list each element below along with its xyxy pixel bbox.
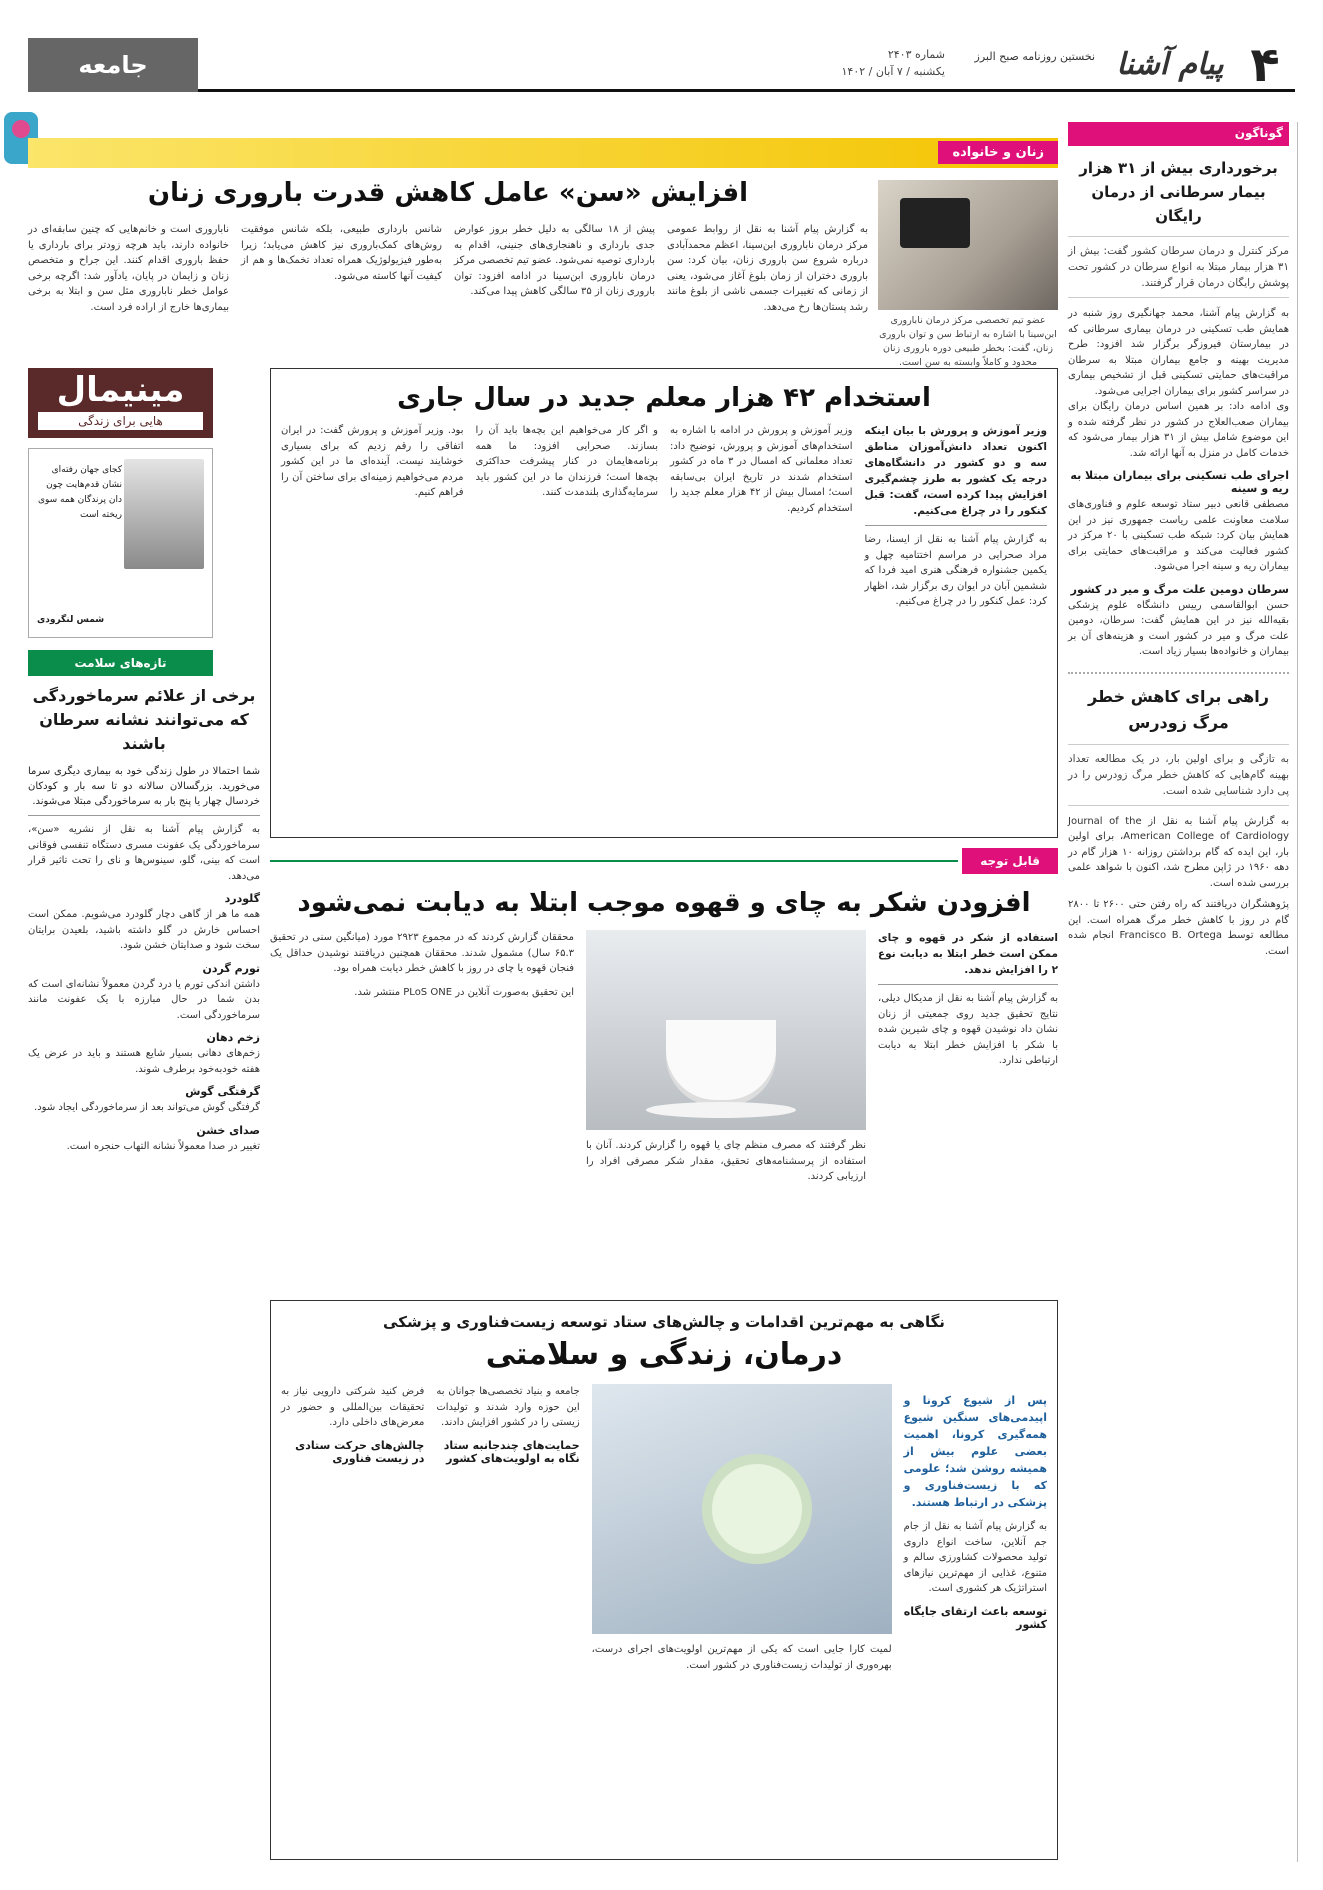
poem-card [28, 448, 213, 638]
sidebar-paragraph: به گزارش پیام آشنا به نقل از Journal of the American College of Cardiology، برای اولین بار، این ایده که گام برداشتن روزانه ۱۰ هزار گام در دهه ۱۹۶۰ در ژاپن مطرح شد، اکنون با شواهد علمی بررسی شده است. [1068, 815, 1290, 889]
minimal-banner [28, 368, 213, 438]
article-columns [281, 423, 1047, 610]
divider [270, 860, 958, 862]
women-family-section [28, 138, 1058, 368]
minimal-title: مینیمال [56, 370, 185, 410]
article-text: محققان گزارش کردند که در مجموع ۲۹۲۳ مورد (میانگین سنی در تحقیق ۶۵.۳ سال) مشمول شدند. محققان همچنین دریافتند نوشیدن حداقل یک فنجان قهوه یا چای در روز با کاهش خطر دیابت همراه بود. [270, 932, 574, 974]
sidebar-column [1068, 122, 1298, 1862]
article-subhead: چالش‌های حرکت ستادی در زیست فناوری [295, 1438, 425, 1465]
health-column [28, 680, 260, 1860]
health-subhead: زخم دهان [206, 1031, 260, 1044]
article-subhead: حمایت‌های چندجانبه ستاد نگاه به اولویت‌های کشور [443, 1438, 580, 1465]
article-column: ناباروری است و خانم‌هایی که چنین سابقه‌ای در خانواده دارند، باید هرچه زودتر برای بارداری یا حفظ باروری اقدام کنند. این جراح و متخصص زنان و زایمان در پایان، یادآور شد: اگرچه برخی عوامل خطر ناباروری مثل سن و ابتلا به برخی بیماری‌ها خارج از اراده فرد است. [28, 224, 229, 313]
issue-date: یکشنبه / ۷ آبان / ۱۴۰۲ [841, 65, 945, 78]
article-source: این تحقیق به‌صورت آنلاین در PLoS ONE منتشر شد. [354, 986, 574, 998]
sidebar-headline: برخورداری بیش از ۳۱ هزار بیمار سرطانی از درمان رایگان [1079, 159, 1278, 225]
section-ribbon [28, 138, 1058, 168]
photo-block [592, 1384, 892, 1673]
article-text: جامعه و بنیاد تخصصی‌ها جوانان به این حوزه وارد شدند و تولیدات زیستی را در کشور افزایش دادند. [436, 1386, 580, 1428]
article-lead: استفاده از شکر در قهوه و چای ممکن است خطر ابتلا به دیابت نوع ۲ را افزایش ندهد. [878, 930, 1058, 985]
article-columns [281, 1384, 1047, 1673]
article-subhead: توسعه باعث ارتقای جایگاه کشور [903, 1604, 1047, 1631]
photo-caption: عضو تیم تخصصی مرکز درمان ناباروری ابن‌سینا با اشاره به ارتباط سن و توان باروری زنان، گفت: بخطر طبیعی دوره باروری زنان محدود و کاملاً وابسته به سن است. [879, 315, 1057, 368]
article-lead: وزیر آموزش و پرورش با بیان اینکه اکنون تعداد دانش‌آموزان مناطق سه و دو کشور در دانشگاه‌های درجه یک کشور به طرز چشم‌گیری افزایش پیدا کرده است، گفت: قبل کنکور را در چراغ می‌کنیم. [865, 423, 1048, 526]
sidebar-tag: گوناگون [1068, 122, 1289, 146]
health-paragraph: همه ما هر از گاهی دچار گلودرد می‌شویم. ممکن است احساس خارش در گلو داشته باشید، بلعیدن برایتان سخت شود و صدایتان خشن شود. [28, 909, 260, 951]
health-subhead: گرفتگی گوش [185, 1085, 260, 1098]
article-columns [270, 930, 1058, 1185]
article-column: بود. وزیر آموزش و پرورش گفت: در ایران اتفاقی را رقم زدیم که برای بسیاری خوشایند نیست. آینده‌ای ما در این کشور مردم می‌خواهیم زمینه‌ای برای ساختن آن را فراهم کنیم. [281, 425, 464, 498]
article-text: به گزارش پیام آشنا به نقل از جام جم آنلاین، ساخت انواع داروی تولید محصولات کشاورزی سالم و متنوع، غذایی از مهم‌ترین نیازهای استراتژیک هر کشوری است. [903, 1521, 1047, 1594]
poet-name: شمس لنگرودی [37, 615, 105, 625]
masthead [28, 38, 1295, 92]
sugar-article [270, 848, 1058, 1288]
sidebar-subhead: اجرای طب تسکینی برای بیماران مبتلا به ریه و سینه [1070, 469, 1289, 495]
health-lead: شما احتمالا در طول زندگی خود به بیماری دیگری سرما می‌خورید. بزرگسالان سالانه دو تا سه بار و کودکان خردسال چهار یا پنج بار به سرماخوردگی مبتلا می‌شوند. [28, 764, 260, 816]
article-headline: استخدام ۴۲ هزار معلم جدید در سال جاری [397, 383, 931, 413]
article-column [281, 1384, 424, 1673]
health-paragraph: داشتن اندکی تورم یا درد گردن معمولاً نشانه‌ای است که بدن شما در حال مبارزه با یک عفونت مانند سرماخوردگی است. [28, 978, 260, 1021]
article-text: فرض کنید شرکتی دارویی نیاز به تحقیقات بین‌المللی و حضور در معرض‌های داخلی دارد. [281, 1386, 425, 1428]
article-column: و اگر کار می‌خواهیم این بچه‌ها باید آن را بسازند. صحرایی افزود: ما همه برنامه‌هایمان در کنار پیشرفت حداکثری بچه‌ها است؛ فرزندان ما در این کشور باید سرمایه‌گذاری بلند‌مدت کنند. [475, 425, 658, 498]
health-subhead: صدای خشن [196, 1123, 260, 1137]
article-column [270, 930, 574, 1185]
sidebar-paragraph: پژوهشگران دریافتند که راه رفتن حتی ۲۶۰۰ تا ۲۸۰۰ گام در روز با کاهش خطر مرگ همراه است. این مطالعه توسط Francisco B. Ortega انجام شده است. [1068, 899, 1289, 957]
poem-text: کجای جهان رفته‌ای نشان قدم‌هایت چون دان پرندگان همه سوی ریخته است [37, 465, 122, 520]
health-paragraph: به گزارش پیام آشنا به نقل از نشریه «سن»، سرماخوردگی یک عفونت مسری دستگاه تنفسی فوقانی است که بینی، گلو، سینوس‌ها و نای را تحت تاثیر قرار می‌دهد. [28, 824, 260, 882]
article-kicker: نگاهی به مهم‌ترین اقدامات و چالش‌های ستاد توسعه زیست‌فناوری و پزشکی [383, 1313, 945, 1331]
health-paragraph: تغییر در صدا معمولاً نشانه التهاب حنجره است. [66, 1140, 260, 1152]
section-label: جامعه [28, 38, 198, 92]
article-text: به گزارش پیام آشنا به نقل از مدیکال دیلی، نتایج تحقیق جدید روی جمعیتی از زنان نشان داد نوشیدن قهوه و چای شیرین شده با شکر با افزایش خطر ابتلا به دیابت ارتباطی ندارد. [878, 993, 1058, 1066]
article-text: نظر گرفتند که مصرف منظم چای یا قهوه را گزارش کردند. آنان با استفاده از پرسشنامه‌های تحقیق، مقدار شکر مصرفی افراد را ارزیابی کردند. [586, 1140, 866, 1182]
sidebar-subhead: سرطان دومین علت مرگ و میر در کشور [1070, 582, 1289, 596]
article-column: شانس بارداری طبیعی، بلکه شانس موفقیت روش‌های کمک‌باروری نیز کاهش می‌یابد؛ زیرا به‌طور فیزیولوژیک همراه تعداد تخمک‌ها و هم از کیفیت آنها کاسته می‌شود. [241, 224, 442, 282]
article-column [904, 1384, 1047, 1673]
sidebar-headline-2: راهی برای کاهش خطر مرگ زودرس [1068, 672, 1289, 736]
section-tag: زنان و خانواده [938, 141, 1058, 164]
poet-portrait [124, 459, 204, 569]
photo-block [586, 930, 866, 1185]
teachers-article [270, 368, 1058, 838]
article-text: به گزارش پیام آشنا به نقل از ایسنا، رضا مراد صحرایی در مراسم اختتامیه چهل و یکمین جشنواره فرهنگی هنری امید فردا که ششمین آبان در ایوان ری برگزار شد، اظهار کرد: عمل کنکور را در چراغ می‌کنیم. [864, 534, 1047, 607]
article-headline: افزایش «سن» عامل کاهش قدرت باروری زنان [147, 178, 749, 208]
ultrasound-photo [878, 180, 1058, 310]
sidebar-paragraph: به گزارش پیام آشنا، محمد جهانگیری روز شنبه در همایش طب تسکینی در درمان بیماری سرطانی که در بیمارستان فیروزگر برگزار شد افزود: طرح مدیریت بهینه و جامع بیماران مبتلا به سرطان مراقبت‌های حمایتی تسکینی قبل از تشخیص بیماری در سراسر کشور برای بیماران اجرایی می‌شود. [1068, 308, 1289, 397]
health-headline: برخی از علائم سرماخوردگی که می‌توانند نشانه سرطان باشند [32, 686, 256, 753]
sidebar-lead: مرکز کنترل و درمان سرطان کشور گفت: بیش از ۳۱ هزار بیمار مبتلا به انواع سرطان در کشور تحت پوشش رایگان درمان قرار گرفتند. [1068, 236, 1289, 298]
article-column: به گزارش پیام آشنا به نقل از روابط عمومی مرکز درمان ناباروری ابن‌سینا، اعظم محمدآبادی درباره شروع سن باروری زنان، بیان کرد: سن باروری دختران از زمان بلوغ آغاز می‌شود، یعنی از زمانی که تغییرات جسمی ناشی از بلوغ مانند رشد پستان‌ها رخ می‌دهد. [667, 224, 868, 313]
coffee-cup-photo [586, 930, 866, 1130]
article-column: وزیر آموزش و پرورش در ادامه با اشاره به استخدام‌های آموزش و پرورش، توضیح داد: تعداد معلمانی که امسال در ۳ ماه در کشور استخدام شدند در تاریخ ایران بی‌سابقه است؛ امسال بیش از ۴۲ هزار معلم جدید را استخدام کردیم. [670, 425, 853, 514]
health-paragraph: زخم‌های دهانی بسیار شایع هستند و باید در عرض یک هفته خودبه‌خود برطرف شوند. [28, 1048, 260, 1075]
biotech-article [270, 1300, 1058, 1860]
article-column: پیش از ۱۸ سالگی به دلیل خطر بروز عوارض جدی بارداری و ناهنجاری‌های جنینی، اقدام به بارداری توصیه نمی‌شود. عضو تیم تخصصی مرکز درمان ناباروری ابن‌سینا در ادامه افزود: توان باروری زنان از ۳۵ سالگی کاهش پیدا می‌کند. [454, 224, 655, 297]
article-columns [28, 222, 868, 315]
article-column [865, 423, 1048, 610]
page-number: ۴ [1250, 37, 1280, 93]
issue-meta [842, 46, 946, 80]
newspaper-logo: پیام آشنا [1116, 47, 1224, 82]
issue-number: شماره ۲۴۰۳ [887, 48, 945, 61]
sidebar-paragraph: مصطفی قانعی دبیر ستاد توسعه علوم و فناوری‌های سلامت معاونت علمی ریاست جمهوری نیز در این همایش بیان کرد: شبکه طب تسکینی با ۲۰ مرکز در کشور فعالیت می‌کند و مراقبت‌های حمایتی برای بیماران ریه و سینه اجرا می‌شود. [1068, 499, 1289, 572]
health-subhead: گلودرد [224, 892, 260, 905]
lab-photo [592, 1384, 892, 1634]
sidebar-paragraph: وی ادامه داد: بر همین اساس درمان رایگان برای بیماران صعب‌العلاج در کشور در نظر گرفته شده و این موضوع شامل بیش از ۳۱ هزار بیمار می‌شود که خدمات کامل در منزل به آنها ارائه شد. [1068, 401, 1289, 459]
article-lead: پس از شیوع کرونا و اپیدمی‌های سنگین شیوع همه‌گیری کرونا، اهمیت بعضی علوم بیش از همیشه روشن شد؛ علومی که با زیست‌فناوری و پزشکی در ارتباط هستند. [903, 1394, 1047, 1509]
health-subhead: تورم گردن [202, 961, 260, 975]
article-text: لمیت کارا جایی است که یکی از مهم‌ترین اولویت‌های اجرای درست، بهره‌وری از تولیدات زیست‌فناوری در کشور است. [591, 1644, 892, 1671]
section-bar [270, 848, 1058, 874]
article-column [878, 930, 1058, 1185]
slogan: نخستین روزنامه صبح البرز [974, 50, 1095, 63]
article-headline: درمان، زندگی و سلامتی [485, 1337, 843, 1372]
minimal-subtitle: هایی برای زندگی [38, 412, 203, 430]
health-tag: تازه‌های سلامت [28, 650, 213, 676]
section-tag: قابل توجه [962, 848, 1058, 874]
health-paragraph: گرفتگی گوش می‌تواند بعد از سرماخوردگی ایجاد شود. [34, 1102, 260, 1113]
sidebar-lead-2: به تازگی و برای اولین بار، در یک مطالعه تعداد بهینه گام‌هایی که کاهش خطر مرگ زودرس را در پی دارد شناسایی شده است. [1068, 744, 1289, 806]
article-photo-block [878, 180, 1058, 370]
sidebar-paragraph: حسن ابوالقاسمی رییس دانشگاه علوم پزشکی بقیه‌الله نیز در این همایش گفت: سرطان، دومین علت مرگ و میر در کشور است و هزینه‌های آن بر بیماران و خانواده‌ها بسیار زیاد است. [1068, 599, 1289, 657]
article-headline: افزودن شکر به چای و قهوه موجب ابتلا به دیابت نمی‌شود [297, 888, 1031, 918]
article-column [436, 1384, 579, 1673]
